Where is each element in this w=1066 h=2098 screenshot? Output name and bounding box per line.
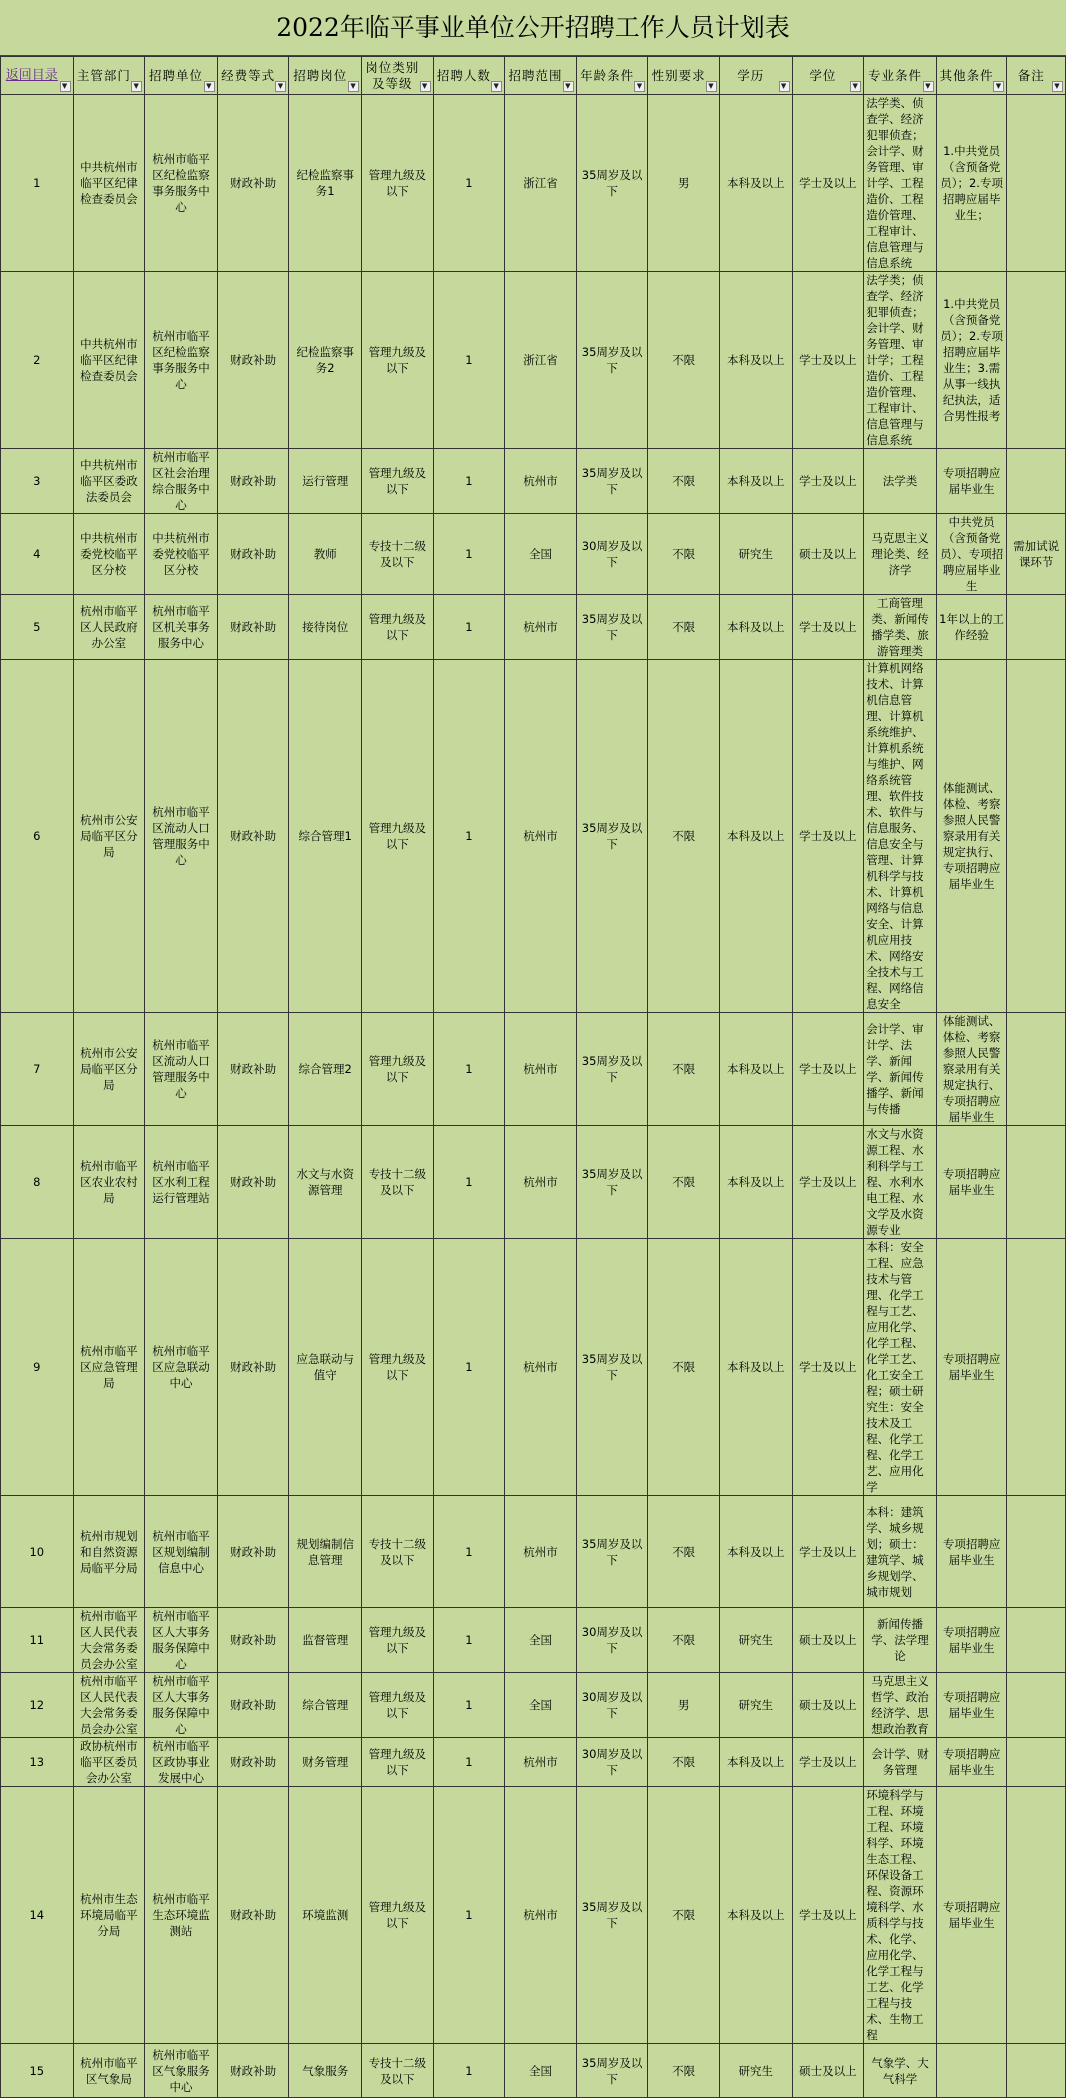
filter-dropdown-icon[interactable]: ▼ bbox=[993, 81, 1004, 92]
cell-gender: 不限 bbox=[648, 2044, 720, 2098]
cell-gender: 不限 bbox=[648, 660, 720, 1013]
cell-no: 8 bbox=[1, 1126, 74, 1239]
cell-level: 专技十二级及以下 bbox=[362, 1496, 434, 1608]
cell-post: 教师 bbox=[289, 514, 362, 595]
cell-other: 专项招聘应届毕业生 bbox=[936, 1496, 1007, 1608]
cell-major: 本科：安全工程、应急技术与管理、化学工程与工艺、应用化学、化学工程、化学工艺、化工安全工程；硕士研究生：安全技术及工程、化学工程、化学工艺、应用化学 bbox=[864, 1239, 937, 1496]
cell-edu: 本科及以上 bbox=[719, 595, 792, 660]
cell-major: 气象学、大气科学 bbox=[864, 2044, 937, 2098]
cell-post: 综合管理 bbox=[289, 1673, 362, 1738]
cell-scope: 浙江省 bbox=[505, 95, 577, 272]
cell-count: 1 bbox=[433, 272, 505, 449]
cell-dept: 中共杭州市临平区委政法委员会 bbox=[73, 449, 145, 514]
cell-count: 1 bbox=[433, 1496, 505, 1608]
cell-no: 3 bbox=[1, 449, 74, 514]
cell-unit: 杭州市临平区社会治理综合服务中心 bbox=[145, 449, 218, 514]
cell-level: 管理九级及以下 bbox=[362, 1013, 434, 1126]
cell-fund: 财政补助 bbox=[217, 660, 289, 1013]
cell-post: 水文与水资源管理 bbox=[289, 1126, 362, 1239]
cell-degree: 学士及以上 bbox=[792, 1013, 864, 1126]
cell-no: 11 bbox=[1, 1608, 74, 1673]
cell-gender: 不限 bbox=[648, 1239, 720, 1496]
cell-age: 35周岁及以下 bbox=[576, 95, 648, 272]
cell-degree: 学士及以上 bbox=[792, 449, 864, 514]
cell-age: 35周岁及以下 bbox=[576, 595, 648, 660]
cell-count: 1 bbox=[433, 660, 505, 1013]
cell-other bbox=[936, 2044, 1007, 2098]
cell-dept: 杭州市公安局临平区分局 bbox=[73, 1013, 145, 1126]
cell-unit: 杭州市临平区应急联动中心 bbox=[145, 1239, 218, 1496]
cell-other: 专项招聘应届毕业生 bbox=[936, 1738, 1007, 1787]
cell-major: 法学类；侦查学、经济犯罪侦查；会计学、财务管理、审计学；工程造价、工程造价管理、工程审计、信息管理与信息系统 bbox=[864, 272, 937, 449]
table-row bbox=[1, 272, 1066, 449]
cell-scope: 杭州市 bbox=[505, 1126, 577, 1239]
cell-other: 专项招聘应届毕业生 bbox=[936, 1239, 1007, 1496]
page-title: 2022年临平事业单位公开招聘工作人员计划表 bbox=[0, 0, 1066, 56]
cell-fund: 财政补助 bbox=[217, 595, 289, 660]
cell-post: 环境监测 bbox=[289, 1787, 362, 2044]
cell-unit: 杭州市临平区政协事业发展中心 bbox=[145, 1738, 218, 1787]
cell-other: 专项招聘应届毕业生 bbox=[936, 1126, 1007, 1239]
header-label: 年龄条件 bbox=[580, 67, 635, 83]
cell-unit: 杭州市临平区流动人口管理服务中心 bbox=[145, 1013, 218, 1126]
cell-gender: 不限 bbox=[648, 1013, 720, 1126]
cell-unit: 杭州市临平区水利工程运行管理站 bbox=[145, 1126, 218, 1239]
cell-no: 10 bbox=[1, 1496, 74, 1608]
cell-unit: 杭州市临平区纪检监察事务服务中心 bbox=[145, 95, 218, 272]
table-row bbox=[1, 1013, 1066, 1126]
cell-level: 管理九级及以下 bbox=[362, 1608, 434, 1673]
cell-degree: 学士及以上 bbox=[792, 1126, 864, 1239]
cell-age: 35周岁及以下 bbox=[576, 272, 648, 449]
table-row bbox=[1, 1239, 1066, 1496]
cell-other: 专项招聘应届毕业生 bbox=[936, 1673, 1007, 1738]
cell-scope: 杭州市 bbox=[505, 660, 577, 1013]
header-cell bbox=[433, 57, 505, 95]
cell-post: 接待岗位 bbox=[289, 595, 362, 660]
recruitment-table bbox=[0, 56, 1066, 2098]
cell-no: 6 bbox=[1, 660, 74, 1013]
cell-edu: 本科及以上 bbox=[719, 1738, 792, 1787]
filter-dropdown-icon[interactable]: ▼ bbox=[1052, 81, 1063, 92]
table-row bbox=[1, 2044, 1066, 2098]
filter-dropdown-icon[interactable]: ▼ bbox=[850, 81, 861, 92]
cell-level: 管理九级及以下 bbox=[362, 272, 434, 449]
cell-remark bbox=[1007, 272, 1066, 449]
cell-degree: 学士及以上 bbox=[792, 595, 864, 660]
cell-level: 管理九级及以下 bbox=[362, 660, 434, 1013]
filter-dropdown-icon[interactable]: ▼ bbox=[923, 81, 934, 92]
header-cell bbox=[289, 57, 362, 95]
cell-degree: 学士及以上 bbox=[792, 1496, 864, 1608]
cell-dept: 中共杭州市委党校临平区分校 bbox=[73, 514, 145, 595]
cell-remark bbox=[1007, 1013, 1066, 1126]
cell-edu: 本科及以上 bbox=[719, 1126, 792, 1239]
cell-edu: 研究生 bbox=[719, 2044, 792, 2098]
table-row bbox=[1, 595, 1066, 660]
cell-unit: 杭州市临平生态环境监测站 bbox=[145, 1787, 218, 2044]
cell-scope: 杭州市 bbox=[505, 595, 577, 660]
cell-remark bbox=[1007, 1673, 1066, 1738]
cell-no: 5 bbox=[1, 595, 74, 660]
cell-remark bbox=[1007, 1239, 1066, 1496]
header-cell bbox=[648, 57, 720, 95]
cell-post: 规划编制信息管理 bbox=[289, 1496, 362, 1608]
header-cell bbox=[145, 57, 218, 95]
cell-major: 会计学、审计学、法学、新闻学、新闻传播学、新闻与传播 bbox=[864, 1013, 937, 1126]
cell-gender: 不限 bbox=[648, 449, 720, 514]
cell-dept: 政协杭州市临平区委员会办公室 bbox=[73, 1738, 145, 1787]
cell-remark bbox=[1007, 1787, 1066, 2044]
cell-edu: 本科及以上 bbox=[719, 95, 792, 272]
cell-level: 专技十二级及以下 bbox=[362, 514, 434, 595]
cell-remark bbox=[1007, 1496, 1066, 1608]
cell-unit: 杭州市临平区规划编制信息中心 bbox=[145, 1496, 218, 1608]
cell-dept: 中共杭州市临平区纪律检查委员会 bbox=[73, 95, 145, 272]
cell-edu: 本科及以上 bbox=[719, 1239, 792, 1496]
cell-other: 体能测试、体检、考察参照人民警察录用有关规定执行、专项招聘应届毕业生 bbox=[936, 660, 1007, 1013]
cell-dept: 杭州市临平区农业农村局 bbox=[73, 1126, 145, 1239]
cell-fund: 财政补助 bbox=[217, 95, 289, 272]
header-label: 招聘岗位 bbox=[293, 67, 348, 83]
cell-scope: 杭州市 bbox=[505, 1787, 577, 2044]
header-cell bbox=[362, 57, 434, 95]
cell-count: 1 bbox=[433, 1787, 505, 2044]
cell-scope: 杭州市 bbox=[505, 1738, 577, 1787]
cell-post: 运行管理 bbox=[289, 449, 362, 514]
cell-degree: 学士及以上 bbox=[792, 1738, 864, 1787]
filter-dropdown-icon[interactable]: ▼ bbox=[563, 81, 574, 92]
cell-count: 1 bbox=[433, 1673, 505, 1738]
cell-edu: 本科及以上 bbox=[719, 1496, 792, 1608]
table-row bbox=[1, 514, 1066, 595]
cell-dept: 杭州市生态环境局临平分局 bbox=[73, 1787, 145, 2044]
cell-fund: 财政补助 bbox=[217, 449, 289, 514]
header-cell bbox=[864, 57, 937, 95]
cell-age: 30周岁及以下 bbox=[576, 1608, 648, 1673]
cell-level: 管理九级及以下 bbox=[362, 1787, 434, 2044]
table-row bbox=[1, 449, 1066, 514]
filter-dropdown-icon[interactable]: ▼ bbox=[131, 81, 142, 92]
cell-post: 纪检监察事务1 bbox=[289, 95, 362, 272]
header-cell bbox=[792, 57, 864, 95]
header-label: 主管部门 bbox=[76, 67, 131, 83]
cell-no: 1 bbox=[1, 95, 74, 272]
cell-edu: 本科及以上 bbox=[719, 1013, 792, 1126]
table-row bbox=[1, 1738, 1066, 1787]
header-label: 其他条件 bbox=[939, 67, 994, 83]
cell-gender: 男 bbox=[648, 95, 720, 272]
cell-fund: 财政补助 bbox=[217, 1239, 289, 1496]
cell-count: 1 bbox=[433, 2044, 505, 2098]
header-cell bbox=[719, 57, 792, 95]
header-back-cell[interactable] bbox=[1, 57, 74, 95]
cell-remark bbox=[1007, 660, 1066, 1013]
cell-scope: 杭州市 bbox=[505, 449, 577, 514]
cell-fund: 财政补助 bbox=[217, 1013, 289, 1126]
cell-gender: 不限 bbox=[648, 1126, 720, 1239]
header-cell bbox=[217, 57, 289, 95]
table-row bbox=[1, 660, 1066, 1013]
cell-unit: 杭州市临平区气象服务中心 bbox=[145, 2044, 218, 2098]
cell-level: 管理九级及以下 bbox=[362, 1673, 434, 1738]
header-cell bbox=[936, 57, 1007, 95]
cell-unit: 杭州市临平区人大事务服务保障中心 bbox=[145, 1673, 218, 1738]
cell-post: 综合管理2 bbox=[289, 1013, 362, 1126]
cell-major: 工商管理类、新闻传播学类、旅游管理类 bbox=[864, 595, 937, 660]
cell-degree: 硕士及以上 bbox=[792, 514, 864, 595]
header-label: 招聘人数 bbox=[436, 67, 491, 83]
cell-scope: 浙江省 bbox=[505, 272, 577, 449]
table-row bbox=[1, 1496, 1066, 1608]
cell-remark bbox=[1007, 595, 1066, 660]
cell-post: 财务管理 bbox=[289, 1738, 362, 1787]
header-row bbox=[1, 57, 1066, 95]
header-cell bbox=[576, 57, 648, 95]
cell-major: 新闻传播学、法学理论 bbox=[864, 1608, 937, 1673]
cell-count: 1 bbox=[433, 95, 505, 272]
header-label: 招聘范围 bbox=[508, 67, 563, 83]
cell-age: 30周岁及以下 bbox=[576, 1673, 648, 1738]
header-label: 招聘单位 bbox=[149, 67, 204, 83]
cell-no: 2 bbox=[1, 272, 74, 449]
cell-other: 专项招聘应届毕业生 bbox=[936, 1787, 1007, 2044]
cell-remark bbox=[1007, 1126, 1066, 1239]
cell-count: 1 bbox=[433, 1126, 505, 1239]
cell-no: 9 bbox=[1, 1239, 74, 1496]
cell-dept: 中共杭州市临平区纪律检查委员会 bbox=[73, 272, 145, 449]
cell-fund: 财政补助 bbox=[217, 514, 289, 595]
cell-edu: 研究生 bbox=[719, 1608, 792, 1673]
cell-unit: 杭州市临平区纪检监察事务服务中心 bbox=[145, 272, 218, 449]
cell-major: 计算机网络技术、计算机信息管理、计算机系统维护、计算机系统与维护、网络系统管理、软件技术、软件与信息服务、信息安全与管理、计算机科学与技术、计算机网络与信息安全、计算机应用技术、网络安全技术与工程、网络信息安全 bbox=[864, 660, 937, 1013]
cell-age: 35周岁及以下 bbox=[576, 2044, 648, 2098]
cell-remark bbox=[1007, 1608, 1066, 1673]
cell-edu: 本科及以上 bbox=[719, 660, 792, 1013]
cell-gender: 不限 bbox=[648, 595, 720, 660]
cell-major: 马克思主义理论类、经济学 bbox=[864, 514, 937, 595]
cell-other: 1.中共党员（含预备党员）；2.专项招聘应届毕业生；3.需从事一线执纪执法，适合男性报考 bbox=[936, 272, 1007, 449]
cell-other: 专项招聘应届毕业生 bbox=[936, 1608, 1007, 1673]
filter-dropdown-icon[interactable]: ▼ bbox=[420, 81, 431, 92]
filter-dropdown-icon[interactable]: ▼ bbox=[348, 81, 359, 92]
back-to-index-link[interactable]: 返回目录 bbox=[5, 68, 58, 83]
cell-no: 7 bbox=[1, 1013, 74, 1126]
cell-degree: 硕士及以上 bbox=[792, 1673, 864, 1738]
cell-fund: 财政补助 bbox=[217, 1787, 289, 2044]
cell-dept: 杭州市公安局临平区分局 bbox=[73, 660, 145, 1013]
cell-degree: 硕士及以上 bbox=[792, 1608, 864, 1673]
cell-major: 法学类、侦查学、经济犯罪侦查；会计学、财务管理、审计学、工程造价、工程造价管理、工程审计、信息管理与信息系统 bbox=[864, 95, 937, 272]
cell-fund: 财政补助 bbox=[217, 1126, 289, 1239]
filter-dropdown-icon[interactable]: ▼ bbox=[275, 81, 286, 92]
cell-fund: 财政补助 bbox=[217, 1738, 289, 1787]
cell-post: 综合管理1 bbox=[289, 660, 362, 1013]
cell-fund: 财政补助 bbox=[217, 1496, 289, 1608]
cell-age: 35周岁及以下 bbox=[576, 1496, 648, 1608]
cell-level: 专技十二级及以下 bbox=[362, 1126, 434, 1239]
cell-count: 1 bbox=[433, 1608, 505, 1673]
table-row bbox=[1, 1673, 1066, 1738]
cell-other: 1年以上的工作经验 bbox=[936, 595, 1007, 660]
filter-dropdown-icon[interactable]: ▼ bbox=[779, 81, 790, 92]
cell-degree: 学士及以上 bbox=[792, 95, 864, 272]
cell-major: 环境科学与工程、环境工程、环境科学、环境生态工程、环保设备工程、资源环境科学、水质科学与技术、化学、应用化学、化学工程与工艺、化学工程与技术、生物工程 bbox=[864, 1787, 937, 2044]
cell-fund: 财政补助 bbox=[217, 272, 289, 449]
header-label: 专业条件 bbox=[867, 67, 922, 83]
cell-post: 应急联动与值守 bbox=[289, 1239, 362, 1496]
cell-gender: 男 bbox=[648, 1673, 720, 1738]
cell-age: 35周岁及以下 bbox=[576, 660, 648, 1013]
cell-level: 管理九级及以下 bbox=[362, 595, 434, 660]
cell-level: 管理九级及以下 bbox=[362, 95, 434, 272]
cell-no: 15 bbox=[1, 2044, 74, 2098]
cell-count: 1 bbox=[433, 514, 505, 595]
cell-age: 35周岁及以下 bbox=[576, 449, 648, 514]
cell-edu: 本科及以上 bbox=[719, 272, 792, 449]
cell-edu: 本科及以上 bbox=[719, 449, 792, 514]
cell-level: 管理九级及以下 bbox=[362, 1239, 434, 1496]
cell-major: 法学类 bbox=[864, 449, 937, 514]
cell-scope: 杭州市 bbox=[505, 1496, 577, 1608]
cell-unit: 中共杭州市委党校临平区分校 bbox=[145, 514, 218, 595]
cell-degree: 学士及以上 bbox=[792, 660, 864, 1013]
cell-dept: 杭州市临平区气象局 bbox=[73, 2044, 145, 2098]
cell-age: 35周岁及以下 bbox=[576, 1126, 648, 1239]
header-cell bbox=[1007, 57, 1066, 95]
cell-unit: 杭州市临平区人大事务服务保障中心 bbox=[145, 1608, 218, 1673]
cell-fund: 财政补助 bbox=[217, 1673, 289, 1738]
cell-gender: 不限 bbox=[648, 1608, 720, 1673]
header-label: 性别要求 bbox=[651, 67, 706, 83]
cell-gender: 不限 bbox=[648, 1738, 720, 1787]
cell-level: 管理九级及以下 bbox=[362, 449, 434, 514]
cell-other: 专项招聘应届毕业生 bbox=[936, 449, 1007, 514]
cell-post: 气象服务 bbox=[289, 2044, 362, 2098]
header-label: 备注 bbox=[1017, 67, 1045, 83]
cell-remark bbox=[1007, 449, 1066, 514]
table-row bbox=[1, 95, 1066, 272]
cell-degree: 硕士及以上 bbox=[792, 2044, 864, 2098]
cell-no: 12 bbox=[1, 1673, 74, 1738]
cell-fund: 财政补助 bbox=[217, 1608, 289, 1673]
header-label: 学历 bbox=[737, 67, 765, 83]
cell-level: 管理九级及以下 bbox=[362, 1738, 434, 1787]
header-label: 经费等式 bbox=[221, 67, 276, 83]
cell-fund: 财政补助 bbox=[217, 2044, 289, 2098]
table-row bbox=[1, 1608, 1066, 1673]
cell-other: 1.中共党员（含预备党员）；2.专项招聘应届毕业生； bbox=[936, 95, 1007, 272]
cell-scope: 全国 bbox=[505, 514, 577, 595]
cell-edu: 研究生 bbox=[719, 514, 792, 595]
cell-age: 30周岁及以下 bbox=[576, 1738, 648, 1787]
cell-scope: 全国 bbox=[505, 2044, 577, 2098]
cell-gender: 不限 bbox=[648, 514, 720, 595]
cell-no: 13 bbox=[1, 1738, 74, 1787]
filter-dropdown-icon[interactable]: ▼ bbox=[491, 81, 502, 92]
cell-other: 体能测试、体检、考察参照人民警察录用有关规定执行、专项招聘应届毕业生 bbox=[936, 1013, 1007, 1126]
cell-remark bbox=[1007, 2044, 1066, 2098]
filter-dropdown-icon[interactable]: ▼ bbox=[706, 81, 717, 92]
cell-age: 30周岁及以下 bbox=[576, 514, 648, 595]
header-cell bbox=[73, 57, 145, 95]
cell-other: 中共党员（含预备党员）、专项招聘应届毕业生 bbox=[936, 514, 1007, 595]
cell-count: 1 bbox=[433, 449, 505, 514]
header-label: 岗位类别及等级 bbox=[365, 59, 420, 91]
cell-major: 本科：建筑学、城乡规划；硕士：建筑学、城乡规划学、城市规划 bbox=[864, 1496, 937, 1608]
cell-dept: 杭州市临平区人民代表大会常务委员会办公室 bbox=[73, 1608, 145, 1673]
table-row bbox=[1, 1787, 1066, 2044]
cell-age: 35周岁及以下 bbox=[576, 1013, 648, 1126]
header-cell bbox=[505, 57, 577, 95]
cell-degree: 学士及以上 bbox=[792, 1787, 864, 2044]
cell-gender: 不限 bbox=[648, 1787, 720, 2044]
cell-count: 1 bbox=[433, 1239, 505, 1496]
cell-major: 水文与水资源工程、水利科学与工程、水利水电工程、水文学及水资源专业 bbox=[864, 1126, 937, 1239]
filter-dropdown-icon[interactable]: ▼ bbox=[204, 81, 215, 92]
cell-scope: 杭州市 bbox=[505, 1013, 577, 1126]
cell-age: 35周岁及以下 bbox=[576, 1239, 648, 1496]
cell-remark bbox=[1007, 1738, 1066, 1787]
filter-dropdown-icon[interactable]: ▼ bbox=[60, 81, 71, 92]
cell-count: 1 bbox=[433, 595, 505, 660]
cell-gender: 不限 bbox=[648, 1496, 720, 1608]
cell-post: 纪检监察事务2 bbox=[289, 272, 362, 449]
cell-dept: 杭州市临平区应急管理局 bbox=[73, 1239, 145, 1496]
cell-remark bbox=[1007, 95, 1066, 272]
cell-gender: 不限 bbox=[648, 272, 720, 449]
cell-scope: 全国 bbox=[505, 1608, 577, 1673]
cell-remark: 需加试说课环节 bbox=[1007, 514, 1066, 595]
cell-level: 专技十二级及以下 bbox=[362, 2044, 434, 2098]
cell-dept: 杭州市临平区人民政府办公室 bbox=[73, 595, 145, 660]
cell-degree: 学士及以上 bbox=[792, 1239, 864, 1496]
cell-unit: 杭州市临平区机关事务服务中心 bbox=[145, 595, 218, 660]
cell-age: 35周岁及以下 bbox=[576, 1787, 648, 2044]
cell-dept: 杭州市规划和自然资源局临平分局 bbox=[73, 1496, 145, 1608]
cell-no: 4 bbox=[1, 514, 74, 595]
cell-count: 1 bbox=[433, 1738, 505, 1787]
cell-scope: 全国 bbox=[505, 1673, 577, 1738]
cell-degree: 学士及以上 bbox=[792, 272, 864, 449]
cell-unit: 杭州市临平区流动人口管理服务中心 bbox=[145, 660, 218, 1013]
cell-post: 监督管理 bbox=[289, 1608, 362, 1673]
table-row bbox=[1, 1126, 1066, 1239]
header-label: 学位 bbox=[809, 67, 837, 83]
cell-dept: 杭州市临平区人民代表大会常务委员会办公室 bbox=[73, 1673, 145, 1738]
cell-edu: 本科及以上 bbox=[719, 1787, 792, 2044]
cell-scope: 杭州市 bbox=[505, 1239, 577, 1496]
cell-no: 14 bbox=[1, 1787, 74, 2044]
cell-count: 1 bbox=[433, 1013, 505, 1126]
cell-major: 马克思主义哲学、政治经济学、思想政治教育 bbox=[864, 1673, 937, 1738]
cell-edu: 研究生 bbox=[719, 1673, 792, 1738]
filter-dropdown-icon[interactable]: ▼ bbox=[634, 81, 645, 92]
cell-major: 会计学、财务管理 bbox=[864, 1738, 937, 1787]
